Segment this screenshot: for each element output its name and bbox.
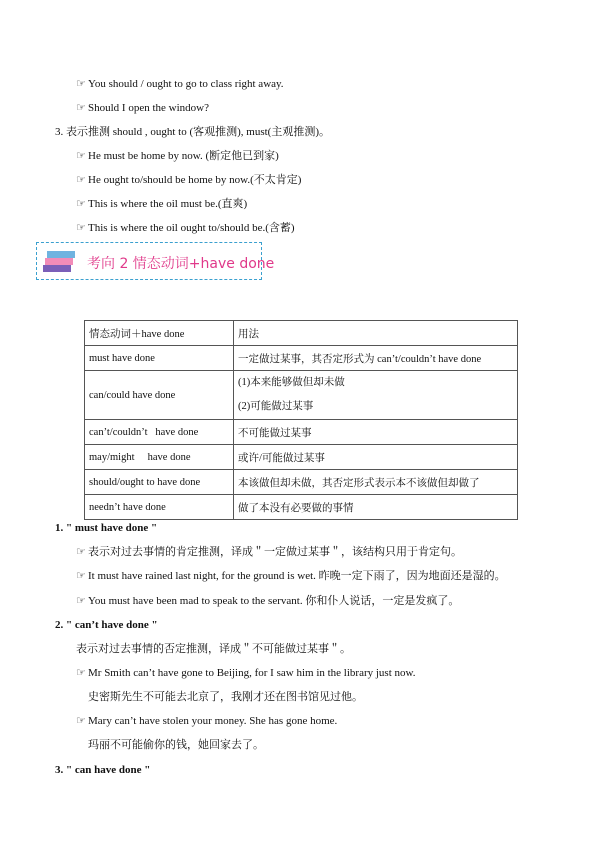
section-2-heading: 2. " can’t have done " [55, 619, 158, 631]
column-header: 情态动词＋have done [85, 321, 234, 346]
explanation-line: 表示对过去事情的否定推测，译成＂不可能做过某事＂。 [76, 643, 351, 655]
pointing-hand-icon: ☞ [76, 715, 86, 727]
usage-item: (1)本来能够做但却未做 [238, 377, 345, 388]
section-3-heading: 3. " can have done " [55, 764, 151, 776]
table-row [85, 346, 518, 371]
example-line: ☞ He ought to/should be home by now.(不太肯定) [76, 174, 302, 186]
table-header-row [85, 321, 518, 346]
example-line: ☞ It must have rained last night, for the ground is wet. 昨晚一定下雨了，因为地面还是湿的。 [76, 570, 506, 582]
table-cell-form: may/might have done [85, 445, 234, 470]
point-3-heading: 3. 表示推测 should , ought to (客观推测), must(主观推测)。 [55, 126, 330, 138]
table-cell-usage: 做了本没有必要做的事情 [234, 495, 518, 520]
modal-have-done-table [84, 320, 518, 520]
example-line: ☞ Mary can’t have stolen your money. She has gone home. [76, 715, 338, 727]
section-1-heading: 1. " must have done " [55, 522, 158, 534]
example-line: ☞ This is where the oil must be.(直爽) [76, 198, 248, 210]
pointing-hand-icon: ☞ [76, 595, 86, 607]
table-cell-form: can’t/couldn’t have done [85, 420, 234, 445]
example-line: ☞ Should I open the window? [76, 102, 209, 114]
table-cell-usage: 或许/可能做过某事 [234, 445, 518, 470]
pointing-hand-icon: ☞ [76, 78, 86, 90]
example-line: ☞ This is where the oil ought to/should be.(含蓄) [76, 222, 295, 234]
books-icon [41, 249, 81, 275]
example-line: ☞ You should / ought to go to class right away. [76, 78, 284, 90]
pointing-hand-icon: ☞ [76, 546, 86, 558]
table-cell-usage: 本该做但却未做，其否定形式表示本不该做但却做了 [234, 470, 518, 495]
table-row [85, 470, 518, 495]
pointing-hand-icon: ☞ [76, 174, 86, 186]
pointing-hand-icon: ☞ [76, 198, 86, 210]
section-banner [36, 242, 275, 280]
table-row [85, 495, 518, 520]
table-cell-usage [234, 371, 518, 420]
table-cell-form: can/could have done [85, 371, 234, 420]
translation-line: 玛丽不可能偷你的钱，她回家去了。 [88, 739, 264, 751]
translation-line: 史密斯先生不可能去北京了，我刚才还在图书馆见过他。 [88, 691, 363, 703]
table-cell-form: should/ought to have done [85, 470, 234, 495]
example-line: ☞ Mr Smith can’t have gone to Beijing, for I saw him in the library just now. [76, 667, 416, 679]
example-line: ☞ You must have been mad to speak to the servant. 你和仆人说话，一定是发疯了。 [76, 595, 460, 607]
table-cell-form: must have done [85, 346, 234, 371]
example-line: ☞ He must be home by now. (断定他已到家) [76, 150, 279, 162]
column-header: 用法 [234, 321, 518, 346]
pointing-hand-icon: ☞ [76, 570, 86, 582]
table-row [85, 445, 518, 470]
table-row [85, 371, 518, 420]
pointing-hand-icon: ☞ [76, 667, 86, 679]
pointing-hand-icon: ☞ [76, 222, 86, 234]
usage-item: (2)可能做过某事 [238, 401, 314, 412]
table-cell-usage: 一定做过某事，其否定形式为 can’t/couldn’t have done [234, 346, 518, 371]
explanation-line: ☞ 表示对过去事情的肯定推测，译成＂一定做过某事＂，该结构只用于肯定句。 [76, 546, 462, 558]
table-row [85, 420, 518, 445]
table-cell-usage: 不可能做过某事 [234, 420, 518, 445]
banner-title: 考向 2 情态动词+have done [87, 256, 275, 272]
pointing-hand-icon: ☞ [76, 150, 86, 162]
pointing-hand-icon: ☞ [76, 102, 86, 114]
table-cell-form: needn’t have done [85, 495, 234, 520]
